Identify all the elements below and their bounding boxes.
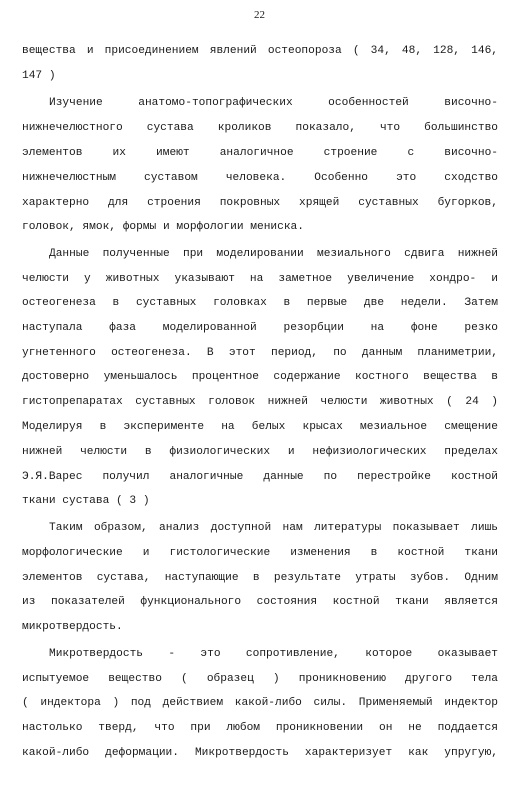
- text-line: остеогенеза в суставных головках в первые две недели. Затем: [22, 297, 498, 309]
- paragraph-first-line: Таким образом, анализ доступной нам литературы показывает лишь: [49, 522, 498, 534]
- text-line: микротвердость.: [22, 621, 123, 633]
- text-line: морфологические и гистологические изменения в костной ткани: [22, 547, 498, 559]
- text-line: нижней челюсти в физиологических и нефизиологических пределах: [22, 446, 498, 458]
- text-line: наступала фаза моделированной резорбции на фоне резко: [22, 322, 498, 334]
- text-line: характерно для строения покровных хрящей суставных бугорков,: [22, 197, 498, 209]
- text-line: элементов их имеют аналогичное строение с височно-: [22, 147, 498, 159]
- text-line: элементов сустава, наступающие в результате утраты зубов. Одним: [22, 572, 498, 584]
- text-line: нижнечелюстным суставом человека. Особенно это сходство: [22, 172, 498, 184]
- text-line: челюсти у животных указывают на заметное увеличение хондро- и: [22, 273, 498, 285]
- text-line: головок, ямок, формы и морфологии мениска.: [22, 221, 304, 233]
- text-line: Э.Я.Варес получил аналогичные данные по перестройке костной: [22, 471, 498, 483]
- paragraph-first-line: Изучение анатомо-топографических особенностей височно-: [49, 97, 498, 109]
- paragraph-first-line: Данные полученные при моделировании мезиального сдвига нижней: [49, 248, 498, 260]
- text-line: ткани сустава ( 3 ): [22, 495, 150, 507]
- text-line: 147 ): [22, 70, 56, 82]
- text-line: нижнечелюстного сустава кроликов показало, что большинство: [22, 122, 498, 134]
- paragraph-first-line: Микротвердость - это сопротивление, которое оказывает: [49, 648, 498, 660]
- text-line: достоверно уменьшалось процентное содержание костного вещества в: [22, 371, 498, 383]
- page-number: 22: [254, 9, 265, 21]
- text-line: Моделируя в эксперименте на белых крысах мезиальное смещение: [22, 421, 498, 433]
- text-line: настолько тверд, что при любом проникновении он не поддается: [22, 722, 498, 734]
- text-line: из показателей функционального состояния костной ткани является: [22, 596, 498, 608]
- text-line: угнетенного остеогенеза. В этот период, по данным планиметрии,: [22, 347, 498, 359]
- text-line: какой-либо деформации. Микротвердость характеризует как упругую,: [22, 747, 498, 759]
- text-line: ( индектора ) под действием какой-либо силы. Применяемый индектор: [22, 697, 498, 709]
- text-line: испытуемое вещество ( образец ) проникновению другого тела: [22, 673, 498, 685]
- text-line: гистопрепаратах суставных головок нижней челюсти животных ( 24 ): [22, 396, 498, 408]
- text-line: вещества и присоединением явлений остеопороза ( 34, 48, 128, 146,: [22, 45, 498, 57]
